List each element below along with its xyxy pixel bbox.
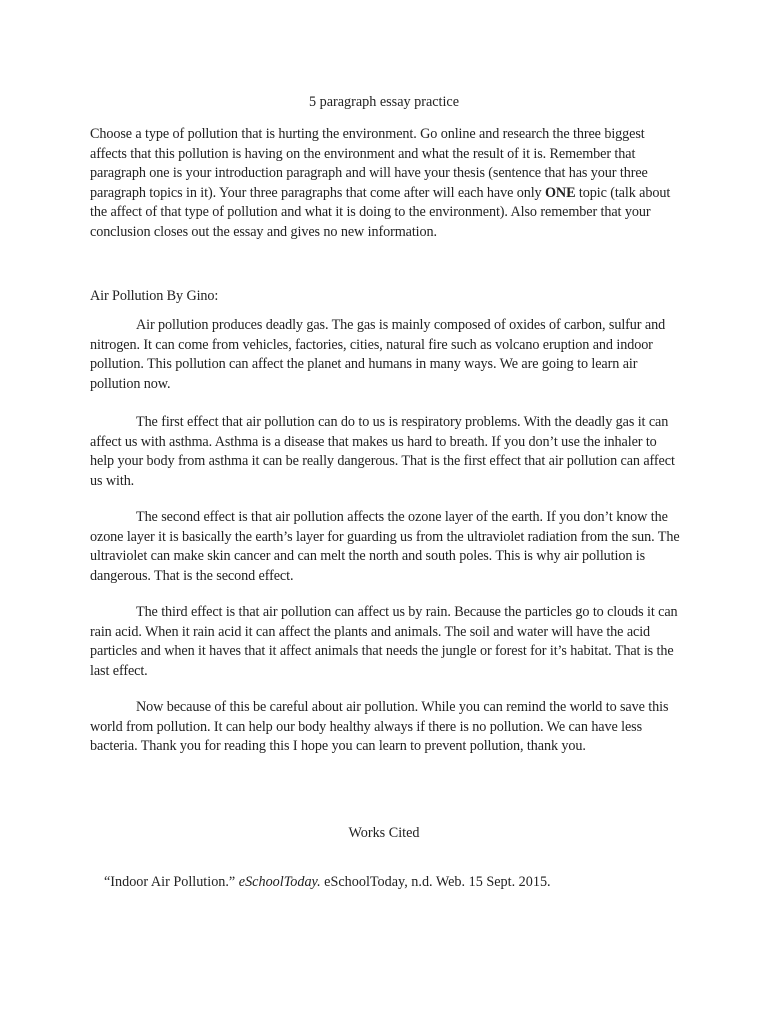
essay-heading: Air Pollution By Gino: bbox=[90, 288, 219, 304]
essay-paragraph-conclusion: Now because of this be careful about air pollution. While you can remind the world to save this world from pollution. It can help our body healthy always if there is no pollution. We can have less bacteria. Thank you for reading this I hope you can learn to prevent pollution, thank you. bbox=[90, 699, 669, 755]
instructions-paragraph bbox=[90, 125, 682, 243]
citation-details: eSchoolToday, n.d. Web. 15 Sept. 2015. bbox=[320, 874, 551, 890]
instructions-text-end: topic (talk about the affect of that type of pollution and what it is doing to the environment). Also remember that your conclusion closes out the essay and gives no new information. bbox=[90, 184, 671, 240]
essay-paragraph-third-effect: The third effect is that air pollution can affect us by rain. Because the particles go to clouds it can rain acid. When it rain acid it can affect the plants and animals. The soil and water will have the acid particles and when it haves that it affect animals that needs the jungle or forest for it’s habitat. That is the last effect. bbox=[90, 604, 678, 679]
works-cited-heading: Works Cited bbox=[348, 825, 420, 841]
instructions-text-start: Choose a type of pollution that is hurting the environment. Go online and research the three biggest affects that this pollution is having on the environment and what the result of it is. Remember that paragraph one is your introduction paragraph and will have your thesis (sentence that has your three paragraph topics in it). Your three paragraphs that come after will each have only bbox=[90, 126, 648, 201]
essay-paragraph-intro: Air pollution produces deadly gas. The gas is mainly composed of oxides of carbon, sulfur and nitrogen. It can come from vehicles, factories, cities, natural fire such as volcano eruption and indoor pollution. This pollution can affect the planet and humans in many ways. We are going to learn air pollution now. bbox=[90, 317, 666, 392]
instructions-bold-word: ONE bbox=[545, 184, 576, 201]
citation-entry bbox=[104, 873, 704, 893]
citation-title: “Indoor Air Pollution.” bbox=[104, 874, 239, 890]
essay-paragraph-second-effect: The second effect is that air pollution affects the ozone layer of the earth. If you don’t know the ozone layer it is basically the earth’s layer for guarding us from the ultraviolet radiation from the sun. The ultraviolet can make skin cancer and can melt the north and south poles. This is why air pollution is dangerous. That is the second effect. bbox=[90, 509, 680, 584]
citation-source: eSchoolToday. bbox=[238, 874, 321, 890]
essay-paragraph-first-effect: The first effect that air pollution can do to us is respiratory problems. With the deadly gas it can affect us with asthma. Asthma is a disease that makes us hard to breath. If you don’t use the inhaler to help your body from asthma it can be really dangerous. That is the first effect that air pollution can affect us with. bbox=[90, 414, 675, 489]
document-title: 5 paragraph essay practice bbox=[308, 94, 460, 110]
